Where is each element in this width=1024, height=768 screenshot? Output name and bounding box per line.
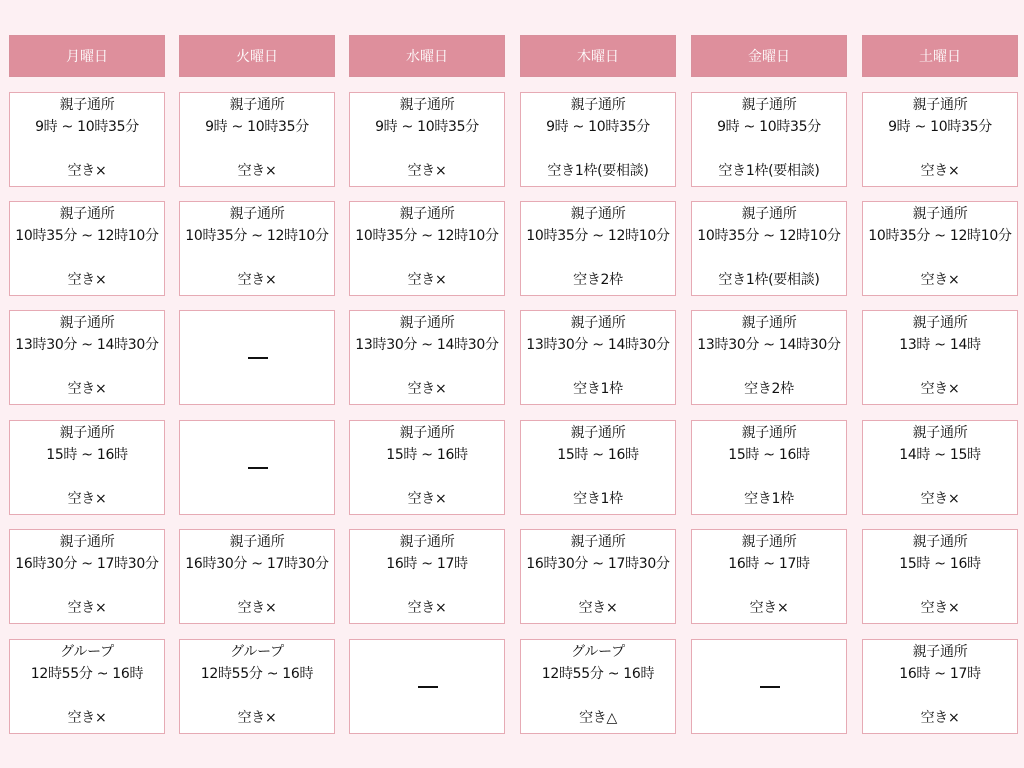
time-slot: [691, 201, 847, 296]
slot-type: 親子通所: [59, 97, 115, 113]
slot-availability: 空き×: [920, 600, 960, 616]
day-header: 月曜日: [9, 35, 165, 77]
time-slot: [349, 201, 505, 296]
slot-type: 親子通所: [741, 534, 797, 550]
slot-availability: 空き2枠: [573, 272, 623, 288]
slot-time: 12時55分 ~ 16時: [200, 666, 314, 682]
time-slot: [520, 310, 676, 405]
slot-type: グループ: [60, 644, 114, 660]
slot-type: 親子通所: [741, 206, 797, 222]
slot-availability: 空き×: [407, 163, 447, 179]
slot-time: 13時 ~ 14時: [899, 337, 981, 353]
slot-time: 10時35分 ~ 12時10分: [526, 228, 670, 244]
slot-type: 親子通所: [570, 97, 626, 113]
time-slot: [179, 92, 335, 187]
time-slot: [349, 420, 505, 515]
slot-time: 10時35分 ~ 12時10分: [355, 228, 499, 244]
time-slot: [349, 92, 505, 187]
slot-time: 10時35分 ~ 12時10分: [15, 228, 159, 244]
slot-time: 9時 ~ 10時35分: [888, 119, 992, 135]
no-slot-dash: [760, 686, 780, 688]
slot-time: 13時30分 ~ 14時30分: [15, 337, 159, 353]
slot-type: 親子通所: [741, 97, 797, 113]
empty-slot: [179, 310, 335, 405]
slot-availability: 空き△: [579, 710, 617, 726]
day-header: 木曜日: [520, 35, 676, 77]
slot-time: 15時 ~ 16時: [899, 556, 981, 572]
time-slot: [9, 420, 165, 515]
time-slot: [9, 310, 165, 405]
slot-availability: 空き×: [237, 272, 277, 288]
slot-type: 親子通所: [912, 425, 968, 441]
time-slot: [349, 529, 505, 624]
slot-time: 15時 ~ 16時: [728, 447, 810, 463]
time-slot: [179, 639, 335, 734]
slot-time: 13時30分 ~ 14時30分: [697, 337, 841, 353]
slot-availability: 空き×: [578, 600, 618, 616]
slot-time: 9時 ~ 10時35分: [35, 119, 139, 135]
no-slot-dash: [248, 357, 268, 359]
slot-time: 9時 ~ 10時35分: [717, 119, 821, 135]
slot-type: 親子通所: [399, 206, 455, 222]
time-slot: [520, 639, 676, 734]
slot-availability: 空き×: [67, 381, 107, 397]
time-slot: [520, 529, 676, 624]
slot-time: 10時35分 ~ 12時10分: [697, 228, 841, 244]
slot-type: 親子通所: [912, 206, 968, 222]
slot-time: 15時 ~ 16時: [557, 447, 639, 463]
time-slot: [691, 310, 847, 405]
empty-slot: [179, 420, 335, 515]
slot-availability: 空き×: [920, 381, 960, 397]
slot-time: 9時 ~ 10時35分: [205, 119, 309, 135]
slot-type: 親子通所: [570, 425, 626, 441]
slot-availability: 空き×: [920, 710, 960, 726]
slot-availability: 空き×: [920, 272, 960, 288]
slot-availability: 空き×: [749, 600, 789, 616]
empty-slot: [349, 639, 505, 734]
slot-availability: 空き×: [407, 491, 447, 507]
slot-time: 10時35分 ~ 12時10分: [868, 228, 1012, 244]
slot-type: 親子通所: [59, 206, 115, 222]
slot-time: 13時30分 ~ 14時30分: [526, 337, 670, 353]
time-slot: [691, 529, 847, 624]
slot-type: 親子通所: [570, 315, 626, 331]
slot-availability: 空き×: [920, 163, 960, 179]
slot-availability: 空き×: [407, 272, 447, 288]
slot-type: 親子通所: [229, 206, 285, 222]
slot-type: 親子通所: [399, 315, 455, 331]
slot-type: 親子通所: [229, 534, 285, 550]
slot-availability: 空き×: [920, 491, 960, 507]
slot-type: 親子通所: [399, 425, 455, 441]
slot-availability: 空き×: [407, 600, 447, 616]
slot-time: 15時 ~ 16時: [386, 447, 468, 463]
empty-slot: [691, 639, 847, 734]
slot-time: 16時30分 ~ 17時30分: [15, 556, 159, 572]
day-header: 土曜日: [862, 35, 1018, 77]
slot-availability: 空き×: [67, 491, 107, 507]
slot-time: 16時30分 ~ 17時30分: [185, 556, 329, 572]
time-slot: [691, 92, 847, 187]
time-slot: [862, 310, 1018, 405]
slot-time: 10時35分 ~ 12時10分: [185, 228, 329, 244]
time-slot: [862, 420, 1018, 515]
slot-time: 12時55分 ~ 16時: [541, 666, 655, 682]
slot-availability: 空き×: [67, 163, 107, 179]
no-slot-dash: [418, 686, 438, 688]
time-slot: [862, 639, 1018, 734]
slot-availability: 空き1枠(要相談): [718, 272, 820, 288]
slot-time: 9時 ~ 10時35分: [375, 119, 479, 135]
no-slot-dash: [248, 467, 268, 469]
slot-type: 親子通所: [741, 425, 797, 441]
time-slot: [9, 201, 165, 296]
slot-availability: 空き×: [67, 710, 107, 726]
slot-type: 親子通所: [399, 534, 455, 550]
slot-type: グループ: [571, 644, 625, 660]
slot-availability: 空き×: [237, 163, 277, 179]
slot-availability: 空き×: [407, 381, 447, 397]
slot-type: 親子通所: [59, 425, 115, 441]
slot-time: 13時30分 ~ 14時30分: [355, 337, 499, 353]
slot-time: 9時 ~ 10時35分: [546, 119, 650, 135]
time-slot: [179, 529, 335, 624]
slot-availability: 空き2枠: [744, 381, 794, 397]
slot-availability: 空き×: [237, 710, 277, 726]
slot-availability: 空き×: [67, 600, 107, 616]
slot-availability: 空き1枠: [573, 491, 623, 507]
time-slot: [691, 420, 847, 515]
slot-availability: 空き1枠(要相談): [718, 163, 820, 179]
slot-availability: 空き1枠(要相談): [547, 163, 649, 179]
slot-type: 親子通所: [912, 97, 968, 113]
time-slot: [520, 420, 676, 515]
slot-time: 16時30分 ~ 17時30分: [526, 556, 670, 572]
slot-availability: 空き1枠: [744, 491, 794, 507]
time-slot: [862, 201, 1018, 296]
time-slot: [862, 529, 1018, 624]
day-header: 火曜日: [179, 35, 335, 77]
slot-type: グループ: [230, 644, 284, 660]
slot-type: 親子通所: [912, 315, 968, 331]
time-slot: [9, 529, 165, 624]
time-slot: [179, 201, 335, 296]
slot-type: 親子通所: [59, 315, 115, 331]
slot-time: 16時 ~ 17時: [386, 556, 468, 572]
slot-type: 親子通所: [570, 534, 626, 550]
slot-type: 親子通所: [570, 206, 626, 222]
time-slot: [862, 92, 1018, 187]
slot-availability: 空き1枠: [573, 381, 623, 397]
slot-type: 親子通所: [229, 97, 285, 113]
slot-time: 16時 ~ 17時: [728, 556, 810, 572]
slot-time: 15時 ~ 16時: [46, 447, 128, 463]
day-header: 水曜日: [349, 35, 505, 77]
slot-type: 親子通所: [912, 644, 968, 660]
slot-availability: 空き×: [237, 600, 277, 616]
time-slot: [520, 201, 676, 296]
slot-time: 16時 ~ 17時: [899, 666, 981, 682]
day-header: 金曜日: [691, 35, 847, 77]
time-slot: [520, 92, 676, 187]
slot-type: 親子通所: [399, 97, 455, 113]
slot-type: 親子通所: [59, 534, 115, 550]
slot-type: 親子通所: [912, 534, 968, 550]
time-slot: [349, 310, 505, 405]
time-slot: [9, 92, 165, 187]
slot-time: 12時55分 ~ 16時: [30, 666, 144, 682]
slot-availability: 空き×: [67, 272, 107, 288]
slot-time: 14時 ~ 15時: [899, 447, 981, 463]
slot-type: 親子通所: [741, 315, 797, 331]
time-slot: [9, 639, 165, 734]
